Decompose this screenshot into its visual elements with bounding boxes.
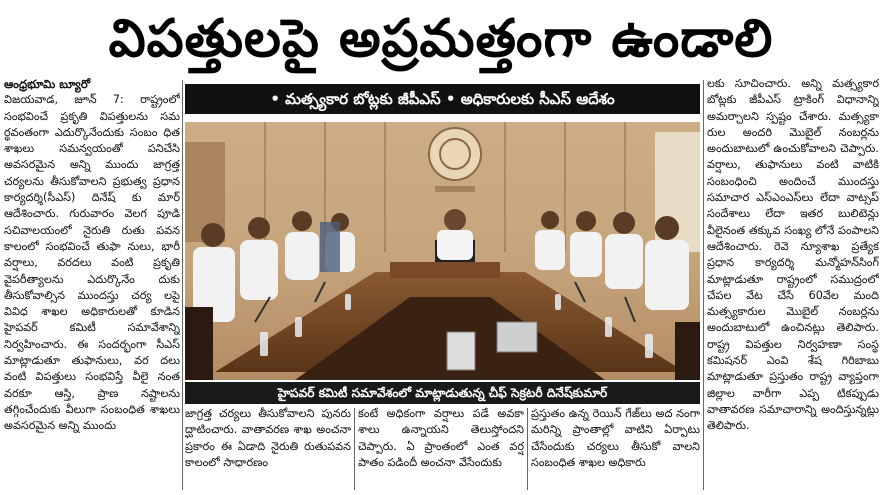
meeting-photo [185,122,700,380]
column-divider [354,408,355,490]
article-column-left [4,76,180,492]
byline: ఆంధ్రభూమి బ్యూరో [4,77,91,91]
article-text-bottom-2: కంటే అధికంగా వర్షాలు పడే అవకా శాలు ఉన్నాయని తెలుస్తోందని చెప్పారు. ఏ ప్రాంతంలో ఎంత వర్ష పాతం పడిందీ అంచనా వేసేందుకు [358,407,524,469]
column-divider [182,80,183,490]
subheadline-bar: • మత్స్యకార బోట్లకు జీపీఎస్ • అధికారులకు సీఎస్ ఆదేశం [185,84,700,114]
article-text-bottom-1: జాగ్రత్త చర్యలు తీసుకోవాలని పునరు ద్ఘాటించారు. వాతావరణ శాఖ అంచనా ప్రకారం ఈ ఏడాది నైరుతి రుతుపవన కాలంలో సాధారణం [185,407,351,469]
article-text-bottom-3: ప్రస్తుతం ఉన్న రెయిన్ గేజ్‌లు అద నంగా మరిన్ని ప్రాంతాల్లో వాటిని ఏర్పాటు చేసేందుకు చర్యలు తీసుకో వాలని సంబంధిత శాఖల అధికారు [531,407,700,469]
photo-caption: హైపవర్ కమిటీ సమావేశంలో మాట్లాడుతున్న చీఫ్ సెక్రటరీ దినేష్‌కుమార్ [185,382,700,404]
article-column-right [707,76,879,492]
article-text-right: లకు సూచించారు. అన్ని మత్స్యకార బోట్లకు జీపీఎస్ ట్రాకింగ్ విధానాన్ని అమర్చాలని స్పష్టం చేశారు. మత్స్యకా రుల అందరి మొబైల్ నంబర్లను అందుబాటులో ఉంచుకోవాలని చెప్పారు. వర్షాలు, తుఫానులు వంటి వాటికి సంబంధించి అందించే ముందస్తు సమాచార ఎస్ఎంఎస్‌లు లేదా వాట్సప్ సందేశాలు లేదా ఇతర బులిటెన్లు వీలైనంత తక్కువ సంఖ్య లోనే పంపాలని ఆదేశించారు. రెవె న్యూశాఖ ప్రత్యేక ప్రధాన కార్యదర్శి మన్మోహన్‌సింగ్ మాట్లాడుతూ రాష్ట్రంలో సముద్రంలో చేపల వేట చేసే 60వేల మంది మత్స్యకారుల మొబైల్ నంబర్లను అందుబాటులో ఉంచినట్లు తెలిపారు. రాష్ట్ర విపత్తుల నిర్వహణా సంస్థ కమిషనర్ ఎంవి శేష గిరిబాబు మాట్లాడుతూ ప్రస్తుతం రాష్ట్ర వ్యాప్తంగా జిల్లాల వారీగా ఎప్ప టికప్పుడు వాతావరణ సమాచారాన్ని అందిస్తున్నట్లు తెలిపారు. [707,77,879,433]
article-text-left: విజయవాడ, జూన్ 7: రాష్ట్రంలో సంభవించే ప్రకృతి విపత్తులను సమ ర్థవంతంగా ఎదుర్కొనేందుకు సంబం ధిత శాఖలు సమన్వయంతో పనిచేసి అవసరమైన అన్ని ముందు జాగ్రత్త చర్యలను తీసుకోవాలని ప్రభుత్వ ప్రధాన కార్యదర్శి(సీఎస్) దినేష్ కు మార్ ఆదేశించారు. గురువారం వెలగ పూడి సచివాలయంలో నైరుతి రుతు పవన కాలంలో సంభవించే తుఫా నులు, భారీ వర్షాలు, వరదలు వంటి ప్రకృతి వైపరీత్యాలను ఎదుర్కొనేం దుకు తీసుకోవాల్సిన ముందస్తు చర్య లపై వివిధ శాఖల అధికారులతో కూడిన హైపవర్ కమిటీ సమావేశాన్ని నిర్వహించారు. ఈ సందర్భంగా సీఎస్ మాట్లాడుతూ తుఫానులు, వర దలు వంటి విపత్తులు సంభవిస్తే వీలై నంత వరకూ ఆస్తి, ప్రాణ నష్టాలను తగ్గించేందుకు వీలుగా సంబంధిత శాఖలు అవసరమైన అన్ని ముందు [4,93,180,433]
column-divider [703,80,704,490]
column-divider [527,408,528,490]
headline: విపత్తులపై అప్రమత్తంగా ఉండాలి [108,9,774,69]
